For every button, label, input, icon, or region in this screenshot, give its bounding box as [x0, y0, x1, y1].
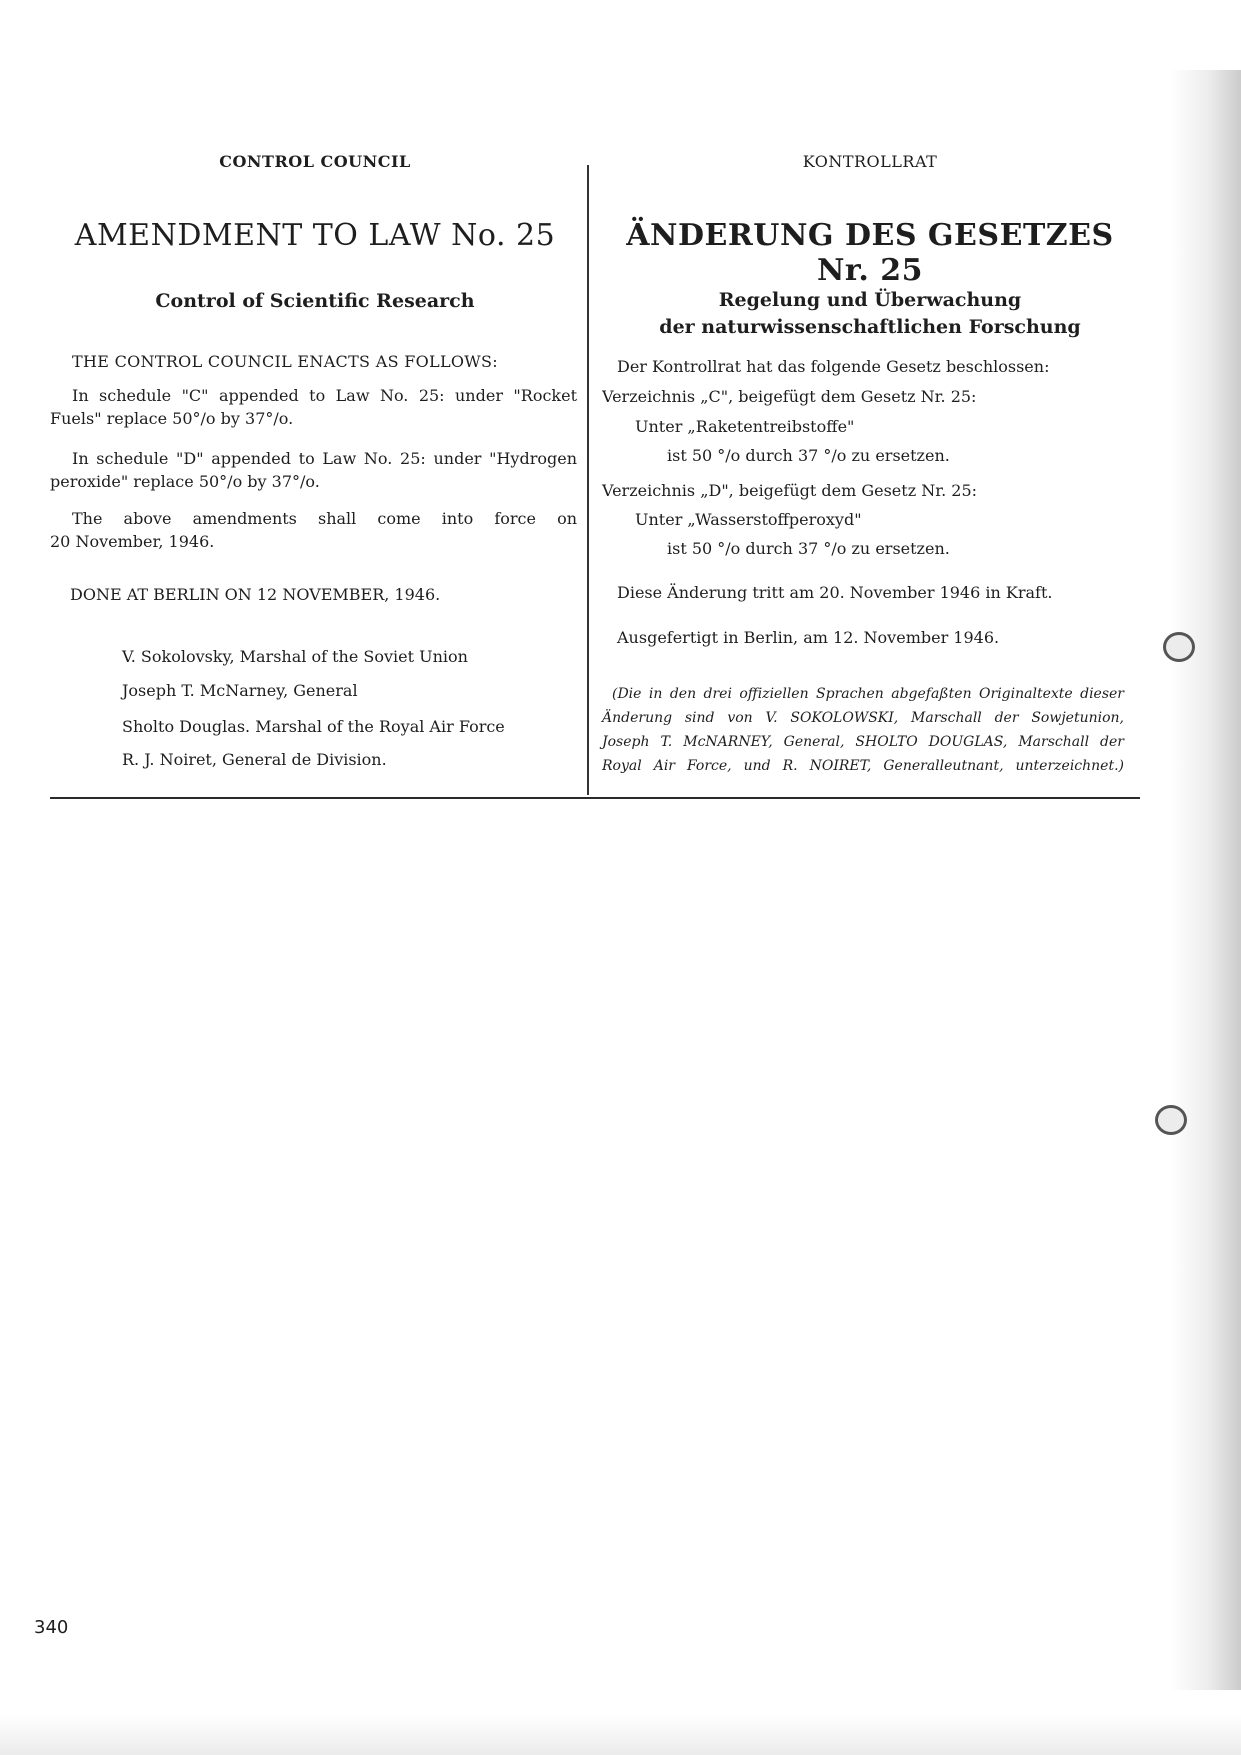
schedule-c-under: Unter „Raketentreibstoffe" [635, 417, 855, 436]
paragraph-3-line-1: The above amendments shall come into force on [72, 509, 577, 528]
law-subtitle: Control of Scientific Research [155, 290, 475, 312]
in-force-line: Diese Änderung tritt am 20. November 1946 in Kraft. [617, 583, 1053, 602]
paragraph-3-line-2: 20 November, 1946. [50, 532, 215, 551]
schedule-d-under: Unter „Wasserstoffperoxyd" [635, 510, 862, 529]
paragraph-1-line-2: Fuels" replace 50°/o by 37°/o. [50, 409, 294, 428]
paragraph-2-line-2: peroxide" replace 50°/o by 37°/o. [50, 472, 320, 491]
law-title: AMENDMENT TO LAW No. 25 [74, 218, 556, 253]
subtitle-line-1: Regelung und Überwachung [718, 289, 1022, 311]
punch-hole-icon [1155, 1105, 1187, 1135]
subtitle-line-2: der naturwissenschaftlichen Forschung [659, 316, 1081, 338]
running-header: KONTROLLRAT [802, 152, 938, 171]
schedule-d-replace: ist 50 °/o durch 37 °/o zu ersetzen. [667, 539, 950, 558]
running-header: CONTROL COUNCIL [219, 152, 411, 171]
scan-bottom-shadow [0, 1715, 1241, 1755]
signatory-2: Joseph T. McNarney, General [122, 681, 358, 700]
done-at-line: Ausgefertigt in Berlin, am 12. November 1946. [617, 628, 1000, 647]
page-number: 340 [34, 1617, 69, 1638]
footnote-line-1: (Die in den drei offiziellen Sprachen abgefaßten Originaltexte dieser [612, 686, 1124, 702]
enacting-clause: Der Kontrollrat hat das folgende Gesetz beschlossen: [617, 357, 1050, 376]
schedule-c-line: Verzeichnis „C", beigefügt dem Gesetz Nr. 25: [602, 387, 977, 406]
paragraph-1-line-1: In schedule "C" appended to Law No. 25: under "Rocket [72, 386, 577, 405]
footnote-line-3: Joseph T. McNARNEY, General, SHOLTO DOUGLAS, Marschall der [602, 734, 1124, 750]
signatory-1: V. Sokolovsky, Marshal of the Soviet Union [122, 647, 468, 666]
paragraph-2-line-1: In schedule "D" appended to Law No. 25: under "Hydrogen [72, 449, 577, 468]
signatory-4: R. J. Noiret, General de Division. [122, 750, 387, 769]
enacting-clause: THE CONTROL COUNCIL ENACTS AS FOLLOWS: [72, 352, 498, 371]
punch-hole-icon [1163, 632, 1195, 662]
scan-edge-shadow [1171, 70, 1241, 1690]
law-subtitle [600, 287, 1140, 341]
signature-footnote [602, 682, 1124, 778]
schedule-c-replace: ist 50 °/o durch 37 °/o zu ersetzen. [667, 446, 950, 465]
bottom-rule [50, 797, 1140, 799]
done-at-line: DONE AT BERLIN ON 12 NOVEMBER, 1946. [70, 585, 441, 604]
footnote-line-4: Royal Air Force, und R. NOIRET, Generalleutnant, unterzeichnet.) [602, 758, 1124, 774]
signatory-3: Sholto Douglas. Marshal of the Royal Air Force [122, 717, 505, 736]
column-divider [587, 165, 589, 795]
schedule-d-line: Verzeichnis „D", beigefügt dem Gesetz Nr. 25: [602, 481, 978, 500]
law-title: ÄNDERUNG DES GESETZES Nr. 25 [626, 218, 1114, 288]
footnote-line-2: Änderung sind von V. SOKOLOWSKI, Marschall der Sowjetunion, [602, 710, 1124, 726]
